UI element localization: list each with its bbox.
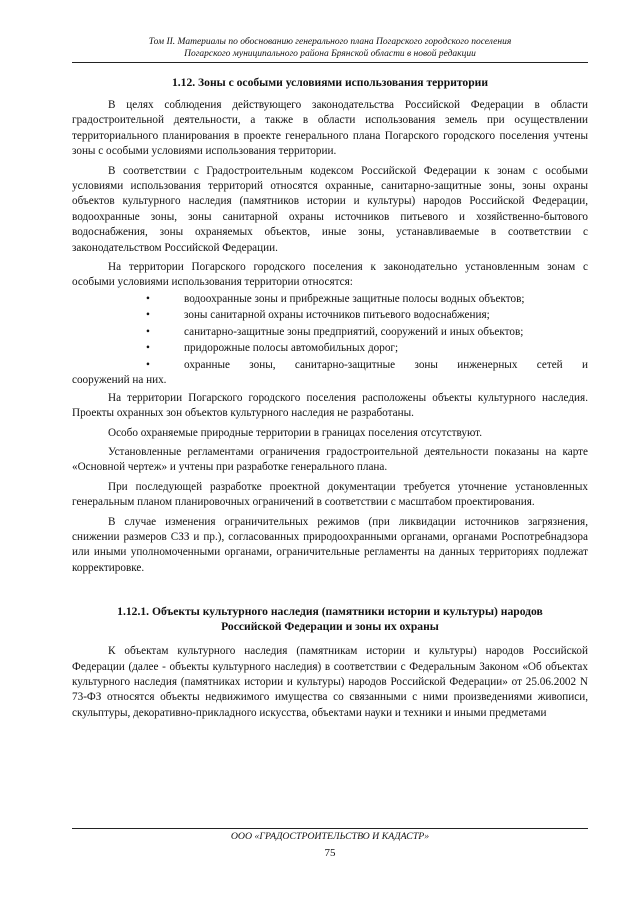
paragraph: К объектам культурного наследия (памятникам истории и культуры) народов Российской Федерации (далее - объекты культурного наследия) в соответствии с Федеральным Законом «Об объектах культурного наследия (памятниках истории и культуры) народов Российской Федерации» от 25.06.2002 N 73-ФЗ относятся объекты недвижимого имущества со связанными с ними произведениями живописи, скульптуры, декоративно-прикладного искусства, объектами науки и техники и иными предметами [72, 645, 588, 719]
zone-list [72, 291, 588, 374]
bullet-icon: • [146, 358, 150, 371]
running-header [72, 36, 588, 63]
footer-org: ООО «ГРАДОСТРОИТЕЛЬСТВО И КАДАСТР» [230, 831, 430, 842]
list-item: • придорожные полосы автомобильных дорог; [72, 340, 588, 357]
bullet-icon: • [146, 309, 150, 322]
document-page [72, 36, 588, 721]
section-title: 1.12. Зоны с особыми условиями использования территории [171, 76, 489, 89]
paragraph: В соответствии с Градостроительным кодексом Российской Федерации к зонам с особыми условиями использования территорий относятся охранные, санитарно-защитные зоны, зоны охраны объектов культурного наследия (памятников истории и культуры) народов Российской Федерации, водоохранные зоны, зоны санитарной охраны источников питьевого и хозяйственно-бытового водоснабжения, зоны охраняемых объектов, иные зоны, устанавливаемые в соответствии с законодательством Российской Федерации. [72, 164, 588, 254]
list-continuation: сооружений на них. [72, 374, 167, 387]
paragraph: На территории Погарского городского поселения расположены объекты культурного наследия. Проекты охранных зон объектов культурного наследия не разработаны. [72, 391, 588, 420]
page-footer [72, 828, 588, 861]
paragraph: Особо охраняемые природные территории в границах поселения отсутствуют. [108, 426, 483, 439]
header-line-1: Том II. Материалы по обоснованию генерального плана Погарского городского поселения [148, 37, 512, 47]
list-item: • санитарно-защитные зоны предприятий, сооружений и иных объектов; [72, 324, 588, 341]
subsection-title [72, 604, 588, 634]
bullet-icon: • [146, 292, 150, 305]
subsection-title-line-1: 1.12.1. Объекты культурного наследия (памятники истории и культуры) народов [117, 605, 543, 619]
paragraph: На территории Погарского городского поселения к законодательно установленным зонам с особыми условиями использования территории относятся: [72, 261, 588, 289]
bullet-icon: • [146, 325, 150, 338]
subsection-title-line-2: Российской Федерации и зоны их охраны [221, 620, 439, 634]
list-item: • водоохранные зоны и прибрежные защитные полосы водных объектов; [72, 291, 588, 308]
list-item: • зоны санитарной охраны источников питьевого водоснабжения; [72, 307, 588, 324]
paragraph: В целях соблюдения действующего законодательства Российской Федерации в области градостроительной деятельности, а также в области использования земель при осуществлении территориального планирования в проекте генерального плана Погарского городского поселения учтены зоны с особыми условиями использования территории. [72, 99, 588, 158]
bullet-icon: • [146, 342, 150, 355]
header-line-2: Погарского муниципального района Брянской области в новой редакции [184, 49, 476, 59]
paragraph: В случае изменения ограничительных режимов (при ликвидации источников загрязнения, снижении размеров СЗЗ и пр.), согласованных природоохранными органами, органами Роспотребнадзора или иными уполномоченными органами, ограничительные регламенты на данных территориях подлежат корректировке. [72, 515, 588, 574]
paragraph: При последующей разработке проектной документации требуется уточнение установленных генеральным планом планировочных ограничений в соответствии с масштабом проектирования. [72, 480, 588, 509]
paragraph: Установленные регламентами ограничения градостроительной деятельности показаны на карте «Основной чертеж» и учтены при разработке генерального плана. [72, 446, 588, 474]
page-number: 75 [324, 847, 336, 859]
list-item: • охранные зоны, санитарно-защитные зоны инженерных сетей и [72, 357, 588, 374]
